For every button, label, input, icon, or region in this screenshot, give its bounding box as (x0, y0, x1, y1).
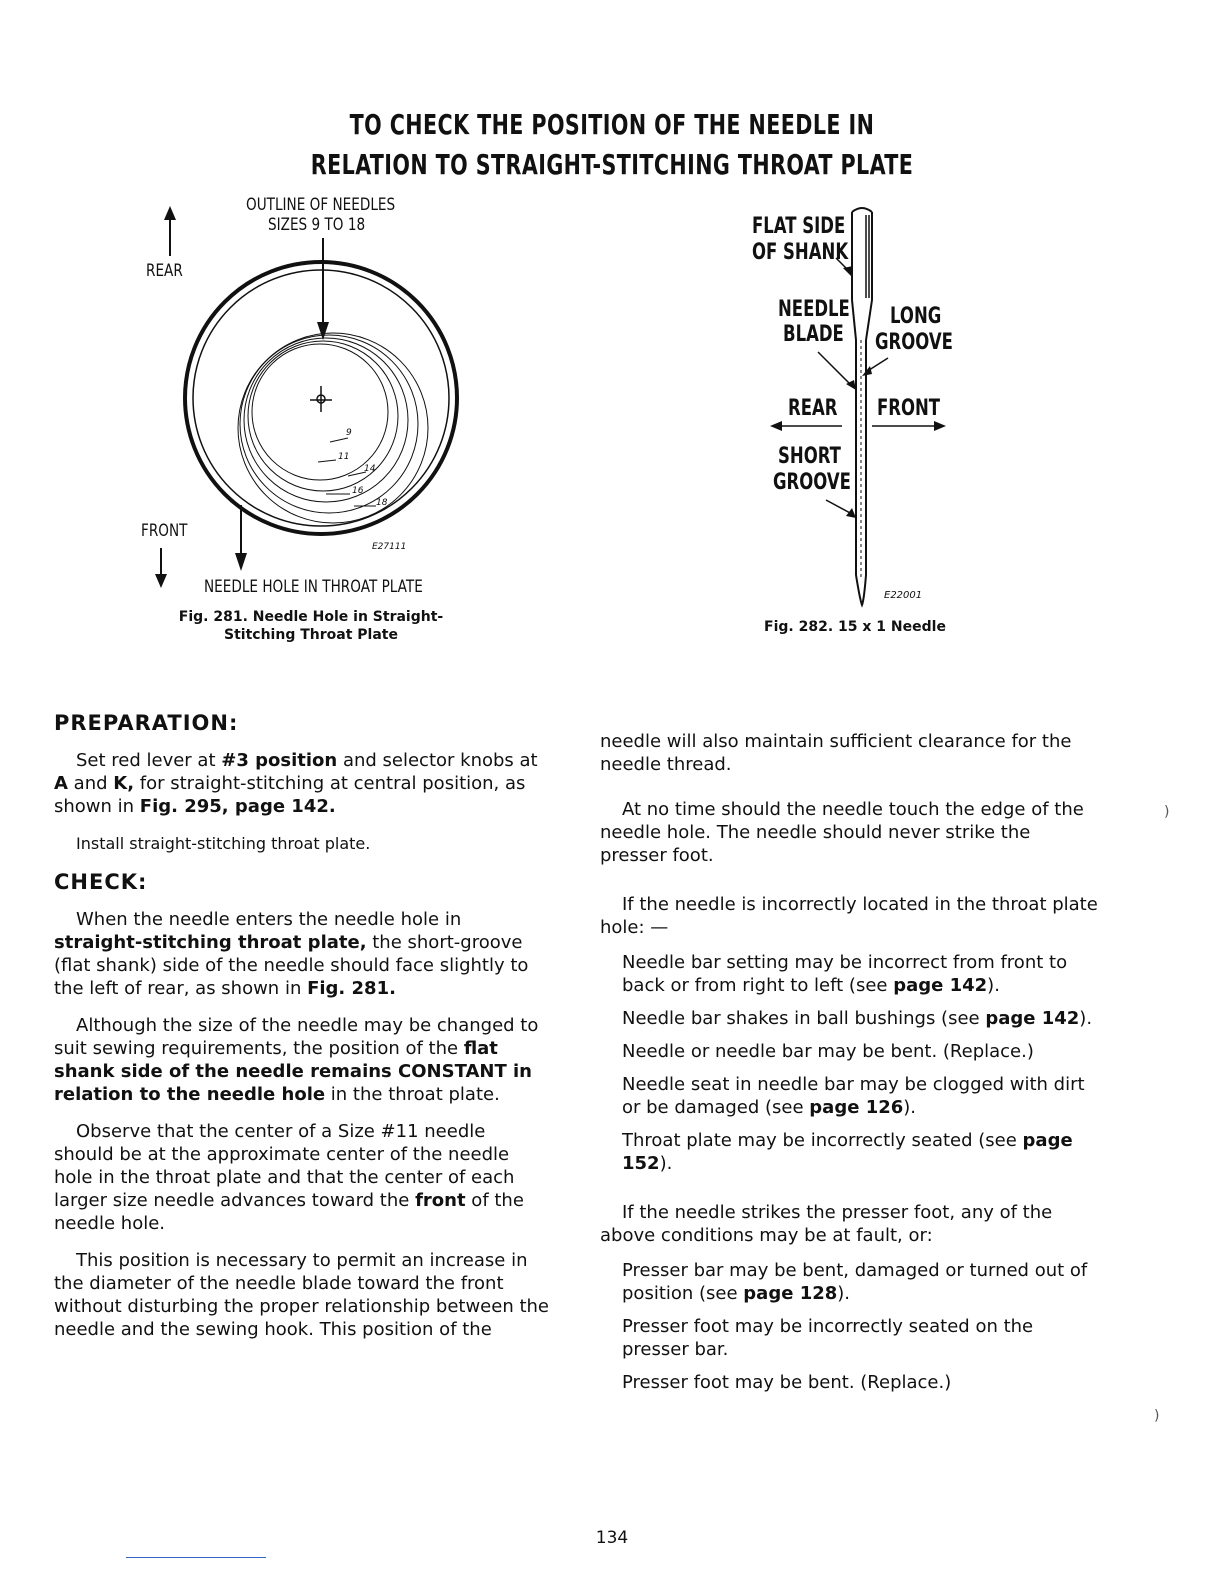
page-title-line-1: TO CHECK THE POSITION OF THE NEEDLE IN (349, 108, 875, 141)
fig282-code: E22001 (884, 590, 923, 601)
check-paragraph-3: Observe that the center of a Size #11 needle should be at the approximate center of the needle hole in the throat plate and that the center of each larger size needle advances toward the front of the needle hole. (54, 1121, 524, 1234)
size-label-18: 18 (376, 498, 388, 508)
right-paragraph-4: If the needle strikes the presser foot, any of the above conditions may be at fault, or: (600, 1202, 1053, 1246)
cause-item-5: Throat plate may be incorrectly seated (see page 152). (622, 1130, 1073, 1174)
needle-hole-label: NEEDLE HOLE IN THROAT PLATE (204, 577, 423, 597)
size-label-16: 16 (352, 486, 364, 496)
rear-direction-label: REAR (788, 396, 838, 421)
needle-outline-16 (240, 335, 418, 513)
right-column (600, 730, 1098, 1404)
preparation-paragraph-1: Set red lever at #3 position and selector knobs at A and K, for straight-stitching at central position, as shown in Fig. 295, page 142. (54, 750, 538, 817)
check-paragraph-2: Although the size of the needle may be changed to suit sewing requirements, the position of the flat shank side of the needle remains CONSTANT in relation to the needle hole in the throat plate. (54, 1015, 539, 1105)
cause-item-4: Needle seat in needle bar may be clogged with dirt or be damaged (see page 126). (622, 1074, 1085, 1118)
needle-taper (852, 300, 872, 340)
front-label: FRONT (141, 521, 188, 541)
margin-mark-2: ) (1154, 1408, 1160, 1424)
long-groove-label-2: GROOVE (875, 330, 953, 355)
size-label-9: 9 (346, 428, 352, 438)
fig281-code: E27111 (372, 542, 407, 552)
rear-arrow-head (164, 206, 176, 220)
margin-mark-1: ) (1164, 804, 1170, 820)
size-label-11: 11 (338, 452, 350, 462)
page-number: 134 (595, 1528, 629, 1548)
right-paragraph-1: needle will also maintain sufficient clearance for the needle thread. (600, 731, 1072, 775)
flat-side-label-2: OF SHANK (752, 240, 849, 265)
fig281-caption-line-1: Fig. 281. Needle Hole in Straight- (178, 609, 444, 625)
presser-item-2: Presser foot may be incorrectly seated on the presser bar. (622, 1316, 1034, 1360)
front-direction-label: FRONT (877, 396, 941, 421)
outline-arrow-head (317, 322, 329, 340)
figure-281-drawing (0, 0, 1224, 700)
flat-side-label-1: FLAT SIDE (752, 214, 846, 239)
check-paragraph-4: This position is necessary to permit an increase in the diameter of the needle blade toward the front without disturbing the proper relationship between the needle and the sewing hook. This position of the (54, 1250, 549, 1340)
fig282-caption: Fig. 282. 15 x 1 Needle (764, 619, 946, 635)
check-paragraph-1: When the needle enters the needle hole in straight-stitching throat plate, the short-groove (flat shank) side of the needle should face slightly to the left of rear, as shown in Fig. 281. (54, 909, 529, 999)
needle-outline-9 (252, 344, 388, 480)
outline-label-line-1: OUTLINE OF NEEDLES (246, 195, 396, 215)
cause-item-2: Needle bar shakes in ball bushings (see page 142). (622, 1008, 1093, 1029)
fig281-caption (146, 608, 476, 644)
page-title-line-2: RELATION TO STRAIGHT-STITCHING THROAT PLATE (310, 148, 914, 181)
needle-blade-label-2: BLADE (783, 322, 844, 347)
cause-item-1: Needle bar setting may be incorrect from front to back or from right to left (see page 142). (622, 952, 1068, 996)
short-groove-label-2: GROOVE (773, 470, 851, 495)
cause-item-3: Needle or needle bar may be bent. (Replace.) (622, 1041, 1034, 1062)
needle-blade-label-1: NEEDLE (778, 297, 850, 322)
check-heading: CHECK: (54, 870, 148, 894)
fig281-caption-line-2: Stitching Throat Plate (224, 627, 398, 643)
size-label-14: 14 (364, 464, 376, 474)
hole-arrow-head (235, 553, 247, 571)
long-groove-label-1: LONG (890, 304, 942, 329)
rear-label: REAR (146, 261, 183, 281)
left-column (54, 712, 550, 1355)
short-groove-label-1: SHORT (778, 444, 841, 469)
outline-label-line-2: SIZES 9 TO 18 (268, 215, 366, 235)
preparation-heading: PREPARATION: (54, 711, 239, 735)
presser-item-1: Presser bar may be bent, damaged or turned out of position (see page 128). (622, 1260, 1088, 1304)
short-groove-leader (826, 500, 852, 514)
right-paragraph-3: If the needle is incorrectly located in the throat plate hole: — (600, 894, 1098, 938)
right-paragraph-2: At no time should the needle touch the edge of the needle hole. The needle should never strike the presser foot. (600, 799, 1084, 866)
preparation-paragraph-2: Install straight-stitching throat plate. (76, 834, 371, 853)
presser-item-3: Presser foot may be bent. (Replace.) (622, 1372, 952, 1393)
front-arrow-head (155, 574, 167, 588)
needle-outline-11 (248, 341, 398, 491)
needle-outline-14 (244, 338, 408, 502)
footer-rule (126, 1557, 266, 1558)
blade-leader (818, 352, 852, 386)
